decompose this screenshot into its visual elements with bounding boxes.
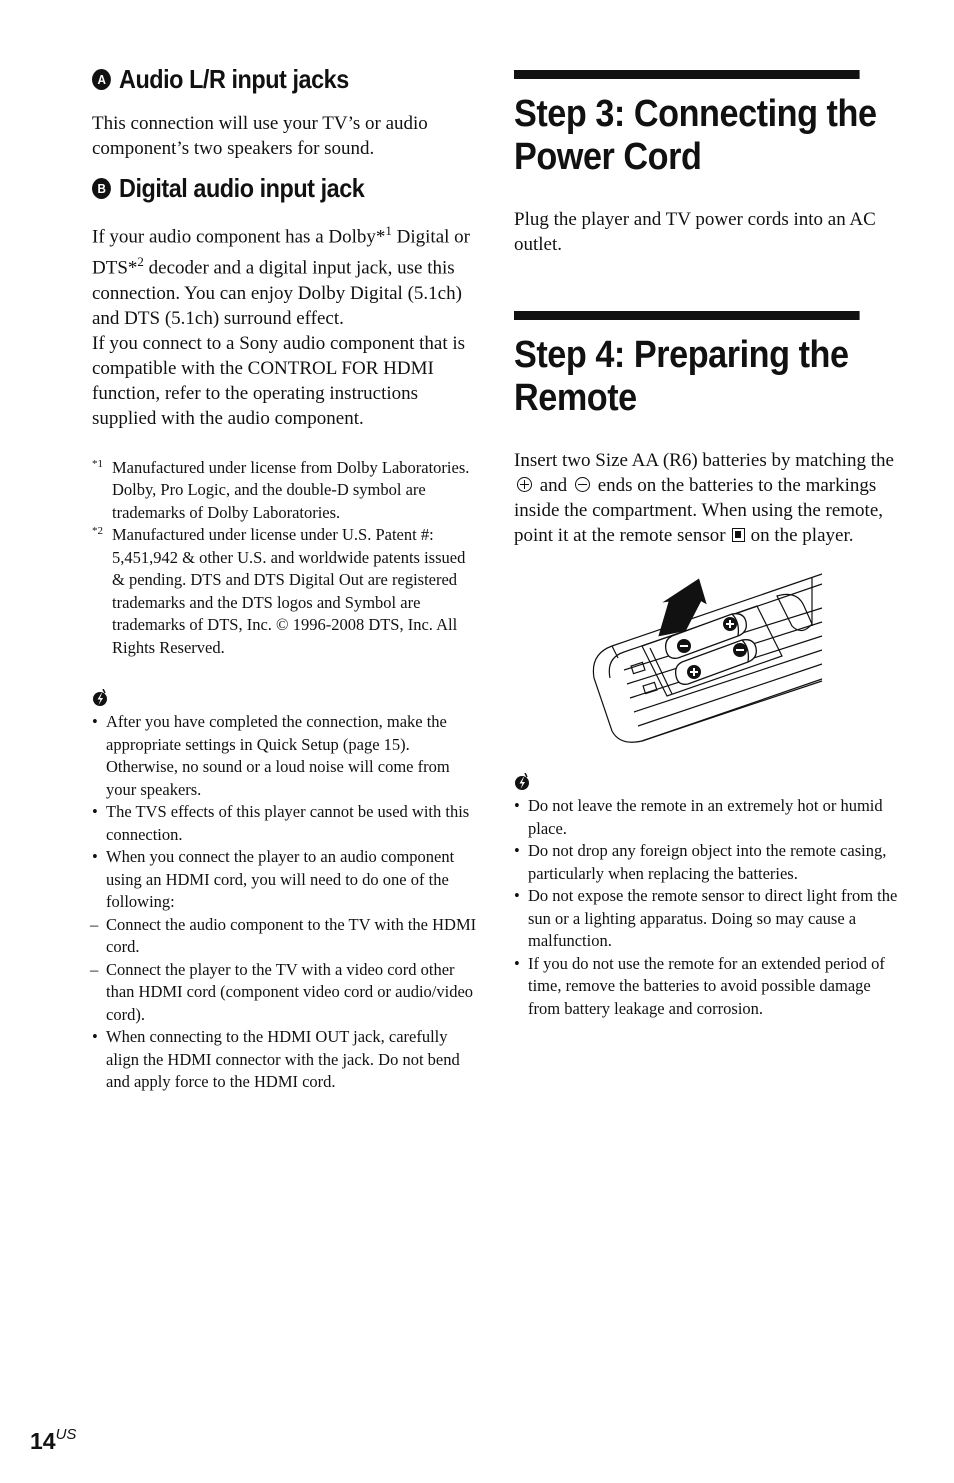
section-b-title: Digital audio input jack: [119, 173, 365, 203]
hint-icon: [92, 689, 108, 707]
section-a-heading: [92, 64, 439, 95]
footnote-text: Dolby, Pro Logic, and the double-D symbol are trademarks of Dolby Laboratories.: [112, 480, 426, 522]
step3-heading: [514, 70, 877, 179]
list-item: – Connect the player to the TV with a video cord other than HDMI cord (component video cord or audio/video cord).: [92, 959, 477, 1027]
step3-title-line2: Power Cord: [514, 136, 702, 178]
step3-title-line1: Step 3: Connecting the: [514, 93, 877, 135]
list-item: • When you connect the player to an audio component using an HDMI cord, you will need to do one of the following:: [92, 846, 477, 914]
left-column: [92, 60, 477, 1094]
section-a-badge: A: [92, 69, 111, 90]
section-a-body: This connection will use your TV’s or audio component’s two speakers for sound.: [92, 113, 428, 159]
page-number-value: 14: [30, 1428, 56, 1454]
list-item: • Do not leave the remote in an extremely hot or humid place.: [514, 795, 898, 840]
footnote-1: [92, 457, 477, 480]
right-column: [514, 70, 898, 1020]
section-b-text: If your audio component has a Dolby*: [92, 226, 386, 248]
footnote-text: Manufactured under license from Dolby Laboratories.: [112, 457, 470, 477]
list-item: – Connect the audio component to the TV with the HDMI cord.: [92, 914, 477, 959]
left-notes-list: [92, 711, 477, 1094]
section-b-text: decoder and a digital input jack, use this connection. You can enjoy Dolby Digital (5.1ch) and DTS (5.1ch) surround effect.: [92, 257, 462, 329]
list-item: • If you do not use the remote for an extended period of time, remove the batteries to avoid possible damage from battery leakage and corrosion.: [514, 953, 898, 1021]
section-b-heading: [92, 173, 439, 204]
left-notes: [92, 689, 477, 1094]
footnote-2: [92, 524, 477, 659]
footnote-ref-2: 2: [137, 254, 144, 270]
list-item: • After you have completed the connection, make the appropriate settings in Quick Setup (page 15). Otherwise, no sound or a loud noise will come from your speakers.: [92, 711, 477, 801]
section-b-paragraph-2: If you connect to a Sony audio component that is compatible with the CONTROL FOR HDMI function, refer to the operating instructions supplied with the audio component.: [92, 332, 466, 429]
step4-text: on the player.: [750, 525, 854, 546]
list-item: • Do not drop any foreign object into the remote casing, particularly when replacing the batteries.: [514, 840, 898, 885]
footnote-text: Manufactured under license under U.S. Patent #: 5,451,942 & other U.S. and worldwide patents issued & pending. DTS and DTS Digital Out are registered trademarks and the DTS logos and Symbol are trademarks of DTS, Inc. © 1996-2008 DTS, Inc. All Rights Reserved.: [112, 525, 466, 657]
footnote-1-cont: [92, 479, 477, 524]
list-item: • Do not expose the remote sensor to direct light from the sun or a lighting apparatus. Doing so may cause a malfunction.: [514, 885, 898, 953]
hint-icon: [514, 773, 530, 791]
list-item: • The TVS effects of this player cannot be used with this connection.: [92, 801, 477, 846]
right-notes-list: [514, 795, 898, 1020]
list-item: • When connecting to the HDMI OUT jack, carefully align the HDMI connector with the jack. Do not bend and apply force to the HDMI cord.: [92, 1026, 477, 1094]
section-a-title: Audio L/R input jacks: [119, 64, 349, 94]
section-b-text: Digital or DTS*: [92, 226, 470, 279]
remote-sensor-icon: [732, 528, 745, 542]
step4-title-line1: Step 4: Preparing the: [514, 334, 849, 376]
step4-text: Insert two Size AA (R6) batteries by matching the: [514, 450, 894, 471]
footnotes: [92, 457, 477, 660]
step4-title-line2: Remote: [514, 377, 637, 419]
page-region: US: [55, 1426, 77, 1443]
step3-body: Plug the player and TV power cords into an AC outlet.: [514, 209, 876, 255]
footnote-mark: *1: [92, 457, 103, 470]
step4-text: and: [539, 475, 568, 496]
footnote-mark: *2: [92, 525, 103, 538]
plus-icon: [517, 477, 532, 492]
section-b-badge: B: [92, 178, 111, 199]
remote-battery-illustration: [572, 566, 832, 751]
footnote-ref-1: 1: [385, 223, 392, 238]
step4-text: ends on the batteries to the markings inside the compartment. When using the remote, point it at the remote sensor: [514, 475, 883, 546]
right-notes: [514, 773, 898, 1020]
section-b-paragraph-1: [92, 218, 477, 331]
step4-heading: [514, 311, 860, 420]
minus-icon: [575, 477, 590, 492]
step4-body: [514, 448, 898, 548]
page-number: [30, 1428, 76, 1455]
